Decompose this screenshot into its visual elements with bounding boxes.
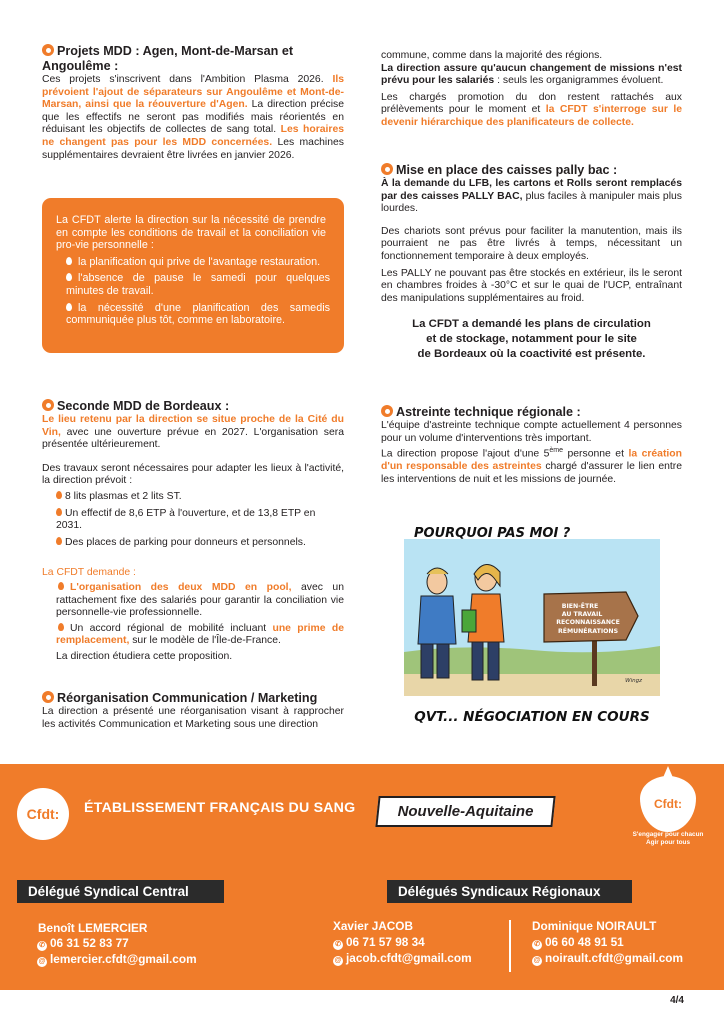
alert-item: l'absence de pause le samedi pour quelques minutes de travail. (66, 272, 330, 297)
section-paragraph: commune, comme dans la majorité des régions. (381, 50, 603, 61)
cfdt-logo: Cfdt: (17, 788, 69, 840)
at-icon: @ (334, 957, 342, 964)
section-title: Astreinte technique régionale : (381, 405, 682, 420)
demand-item: L'organisation des deux MDD en pool, avec un rattachement fixe des salariés pour garantir la conciliation vie personnelle-vie professionnelle. (56, 581, 344, 619)
section-paragraph: Des travaux seront nécessaires pour adapter les lieux à l'activité, la direction prévoit : (42, 462, 344, 487)
demand-list (42, 582, 344, 664)
cartoon-top-caption: POURQUOI PAS MOI ? (414, 526, 571, 541)
cfdt-demand-title: La CFDT demande : (42, 567, 136, 579)
contact-phone[interactable]: ✆ 06 71 57 98 34 (333, 935, 425, 950)
sign-text: BIEN-ÊTRE (561, 603, 599, 610)
section-reorganisation (42, 691, 344, 731)
contact-email[interactable]: @ jacob.cfdt@gmail.com (334, 951, 472, 965)
contact-email[interactable]: @ lemercier.cfdt@gmail.com (38, 952, 197, 966)
central-delegate-label: Délégué Syndical Central (17, 880, 224, 903)
at-icon: @ (38, 958, 46, 965)
alert-item: la nécessité d'une planification des samedis communiquée plus tôt, comme en laboratoire. (66, 301, 330, 327)
section-paragraph: Ces projets s'inscrivent dans l'Ambition Plasma 2026. Ils prévoient l'ajout de séparateurs sur Angoulême et Mont-de-Marsan, ainsi que la réouverture d'Agen. La direction précise que les effectifs ne seront pas modifiés mais réorientés en réduisant les objectifs de collectes de sang total. Les horaires ne changent pas pour les MDD concernées. Les machines supplémentaires devraient être livrées en janvier 2026. (42, 74, 345, 161)
cartoon-illustration (404, 524, 660, 728)
cfdt-alert-box (42, 198, 344, 353)
region-badge: Nouvelle-Aquitaine (375, 796, 555, 827)
location-pin-icon (42, 691, 54, 703)
contact-phone[interactable]: ✆ 06 60 48 91 51 (532, 935, 624, 950)
alert-item: la planification qui prive de l'avantage restauration. (56, 256, 330, 269)
cartoon-bottom-caption: QVT... NÉGOCIATION EN COURS (414, 709, 650, 725)
section-pally-bac (381, 163, 682, 362)
cfdt-drop-logo: Cfdt: (640, 776, 696, 832)
section-paragraph: À la demande du LFB, les cartons et Rolls seront remplacés par des caisses PALLY BAC, plus faciles à manipuler mais plus lourdes. (381, 178, 682, 215)
location-pin-icon (381, 405, 393, 417)
drop-icon (56, 537, 62, 545)
section-title: Projets MDD : Agen, Mont-de-Marsan et (42, 44, 344, 59)
location-pin-icon (42, 44, 54, 56)
section-title: Réorganisation Communication / Marketing (42, 691, 344, 706)
phone-icon: ✆ (532, 940, 542, 950)
alert-intro: La CFDT alerte la direction sur la nécessité de prendre en compte les conditions de travail et la conciliation vie pro-vie personnelle : (56, 214, 326, 252)
section-paragraph: Les PALLY ne pouvant pas être stockés en extérieur, ils le seront en chambres froides à -30°C et sur le quai de l'UCP, entraînant des manipulations supplémentaires au froid. (381, 267, 682, 304)
cfdt-tagline: S'engager pour chacun Agir pour tous (632, 831, 704, 846)
qvt-cartoon (404, 524, 660, 728)
location-pin-icon (381, 163, 393, 175)
section-paragraph: Les chargés promotion du don restent rattachés aux prélèvements pour le moment et la CFDT s'interroge sur le devenir hiérarchique des planificateurs de collecte. (381, 91, 682, 128)
sign-text: RECONNAISSANCE (556, 619, 620, 626)
contact-email[interactable]: @ noirault.cfdt@gmail.com (533, 951, 684, 965)
regional-delegates-label: Délégués Syndicaux Régionaux (387, 880, 632, 903)
drop-icon (66, 273, 72, 281)
section-paragraph: L'équipe d'astreinte technique compte actuellement 4 personnes pour un volume d'interventions très important. (381, 420, 682, 444)
section-astreinte (381, 405, 682, 486)
section-projets-mdd (42, 44, 344, 162)
drop-icon (66, 257, 72, 265)
phone-icon: ✆ (333, 940, 343, 950)
demand-item: Un accord régional de mobilité incluant une prime de remplacement, sur le modèle de l'Île-de-France. (56, 622, 344, 647)
artist-signature: Wingz (625, 678, 642, 684)
contact-name: Benoît LEMERCIER (38, 921, 148, 935)
list-item: 8 lits plasmas et 2 lits ST. (56, 491, 344, 504)
contact-name: Xavier JACOB (333, 919, 413, 933)
sign-text: RÉMUNÉRATIONS (557, 628, 619, 635)
page-number: 4/4 (670, 995, 684, 1006)
sign-text: AU TRAVAIL (561, 611, 603, 618)
section-paragraph: La direction a présenté une réorganisation visant à rapprocher les activités Communication et Marketing sous une direction (42, 706, 344, 730)
contact-name: Dominique NOIRAULT (532, 919, 657, 933)
list-item: Un effectif de 8,6 ETP à l'ouverture, et de 13,8 ETP en 2031. (56, 507, 316, 532)
section-continuation (381, 50, 682, 130)
list-item: Des places de parking pour donneurs et personnels. (56, 537, 344, 550)
phone-icon: ✆ (37, 941, 47, 951)
section-title: Mise en place des caisses pally bac : (381, 163, 682, 178)
organisation-name: ÉTABLISSEMENT FRANÇAIS DU SANG (84, 800, 356, 816)
section-paragraph: Des chariots sont prévus pour faciliter la manutention, mais ils pourraient ne pas être livrés à temps, nécessitant un fonctionnement temporaire à deux employés. (381, 225, 682, 262)
demand-note: La direction étudiera cette proposition. (56, 650, 233, 662)
cfdt-callout: La CFDT a demandé les plans de circulation et de stockage, notamment pour le site de Bordeaux où la coactivité est présente. (412, 318, 651, 361)
bullet-list (42, 491, 344, 549)
section-paragraph: La direction propose l'ajout d'une 5ème personne et la création d'un responsable des astreintes chargé d'assurer le lien entre les interventions de nuit et les missions de journée. (381, 447, 683, 485)
drop-icon (66, 303, 72, 311)
at-icon: @ (533, 957, 541, 964)
section-title: Seconde MDD de Bordeaux : (42, 399, 344, 414)
contact-phone[interactable]: ✆ 06 31 52 83 77 (37, 936, 129, 951)
drop-icon (58, 623, 64, 631)
footer-divider (509, 920, 511, 972)
location-pin-icon (42, 399, 54, 411)
section-paragraph: Le lieu retenu par la direction se situe proche de la Cité du Vin, avec une ouverture prévue en 2027. L'organisation sera présentée ultérieurement. (42, 414, 345, 451)
section-title-cont: Angoulême : (42, 59, 119, 73)
drop-icon (56, 508, 62, 516)
drop-icon (56, 491, 62, 499)
drop-icon (58, 582, 64, 590)
section-paragraph: La direction assure qu'aucun changement de missions n'est prévu pour les salariés : seuls les organigrammes évoluent. (381, 62, 682, 87)
section-seconde-mdd (42, 399, 344, 664)
